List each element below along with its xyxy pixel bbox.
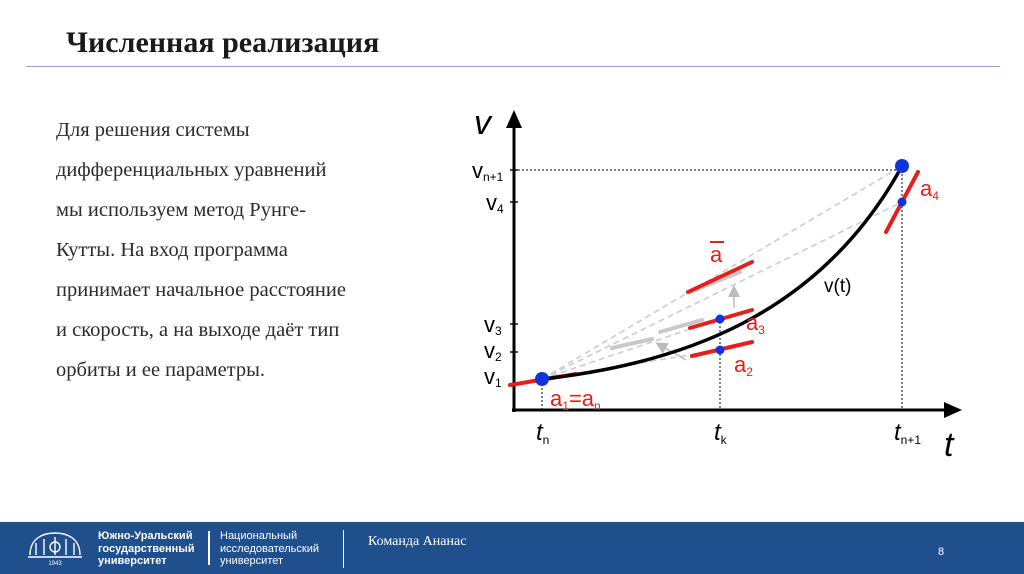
label-a1-an — [550, 386, 601, 413]
label-eq: = — [568, 386, 582, 411]
point-start — [535, 372, 549, 386]
body-line: Кутты. На вход программа — [56, 239, 288, 261]
label-a1-main: a — [550, 386, 563, 411]
nat-line: исследовательский — [220, 542, 319, 555]
body-line: принимает начальное расстояние — [56, 279, 346, 301]
label-tn1 — [894, 419, 921, 447]
label-v2-sub: 2 — [495, 350, 502, 364]
label-v2-main: v — [484, 338, 495, 363]
body-line: Для решения системы — [56, 119, 250, 141]
label-v3-main: v — [484, 312, 495, 337]
axis-label-v: v — [474, 104, 491, 142]
uni-line: государственный — [98, 542, 195, 555]
point-v2 — [716, 346, 725, 355]
label-vn1-sub: n+1 — [483, 170, 504, 184]
label-a3-sub: 3 — [758, 323, 765, 337]
label-tk-sub: k — [720, 433, 727, 447]
point-v3 — [716, 315, 725, 324]
label-v3 — [484, 312, 502, 338]
runge-kutta-diagram — [440, 96, 980, 476]
label-v2 — [484, 338, 502, 364]
label-an-main: a — [581, 386, 595, 411]
label-v1 — [484, 364, 502, 390]
label-a3-main: a — [746, 310, 759, 335]
footer-divider-2 — [343, 530, 344, 568]
label-tn-main: t — [536, 419, 543, 446]
label-a4-main: a — [920, 176, 933, 201]
label-vn1-main: v — [472, 158, 483, 183]
body-line: и скорость, а на выходе даёт тип — [56, 319, 340, 341]
label-tk — [714, 419, 728, 447]
uni-line: университет — [98, 555, 167, 567]
label-curve: v(t) — [824, 276, 852, 297]
label-v3-sub: 3 — [495, 324, 502, 338]
page-number: 8 — [938, 546, 945, 558]
footer-bar — [0, 522, 1024, 574]
label-tn — [536, 419, 549, 447]
body-line: мы используем метод Рунге- — [56, 199, 306, 221]
uni-line: Южно-Уральский — [98, 530, 193, 542]
label-a2-sub: 2 — [746, 365, 753, 379]
university-status — [220, 530, 319, 568]
label-v4 — [486, 190, 504, 216]
label-vn1 — [472, 158, 504, 184]
slope-bars — [612, 272, 740, 348]
title-divider — [26, 66, 1000, 67]
label-a1-sub: 1 — [562, 399, 569, 413]
footer-divider — [208, 531, 210, 565]
v-axis-arrow — [506, 110, 522, 128]
body-paragraph — [56, 110, 436, 390]
label-a2-main: a — [734, 352, 747, 377]
axis-label-t: t — [944, 426, 954, 464]
logo-year: 1943 — [48, 561, 62, 567]
nat-line: Национальный — [220, 530, 298, 542]
label-v1-sub: 1 — [495, 376, 502, 390]
label-tn1-sub: n+1 — [900, 433, 922, 447]
t-axis-arrow — [944, 402, 962, 418]
label-v4-main: v — [486, 190, 497, 215]
label-abar: a — [710, 242, 723, 267]
team-name: Команда Ананас — [368, 534, 467, 549]
label-tn-sub: n — [542, 433, 550, 447]
label-v1-main: v — [484, 364, 495, 389]
nat-line: университет — [220, 555, 284, 567]
university-name — [98, 530, 194, 568]
point-end — [895, 159, 909, 173]
label-v4-sub: 4 — [497, 202, 504, 216]
body-line: дифференциальных уравнений — [56, 159, 327, 181]
label-a2 — [734, 352, 753, 379]
slide-title: Численная реализация — [66, 26, 380, 59]
tangents — [510, 172, 918, 385]
label-a4 — [920, 176, 939, 203]
body-line: орбиты и ее параметры. — [56, 359, 266, 381]
point-v4 — [898, 198, 907, 207]
a2-slope-bar — [612, 339, 652, 348]
label-a4-sub: 4 — [932, 189, 939, 203]
points — [535, 159, 909, 386]
label-tn1-main: t — [894, 419, 901, 446]
label-an-sub: n — [594, 399, 601, 413]
university-logo-icon — [24, 529, 86, 567]
label-tk-main: t — [714, 419, 721, 446]
